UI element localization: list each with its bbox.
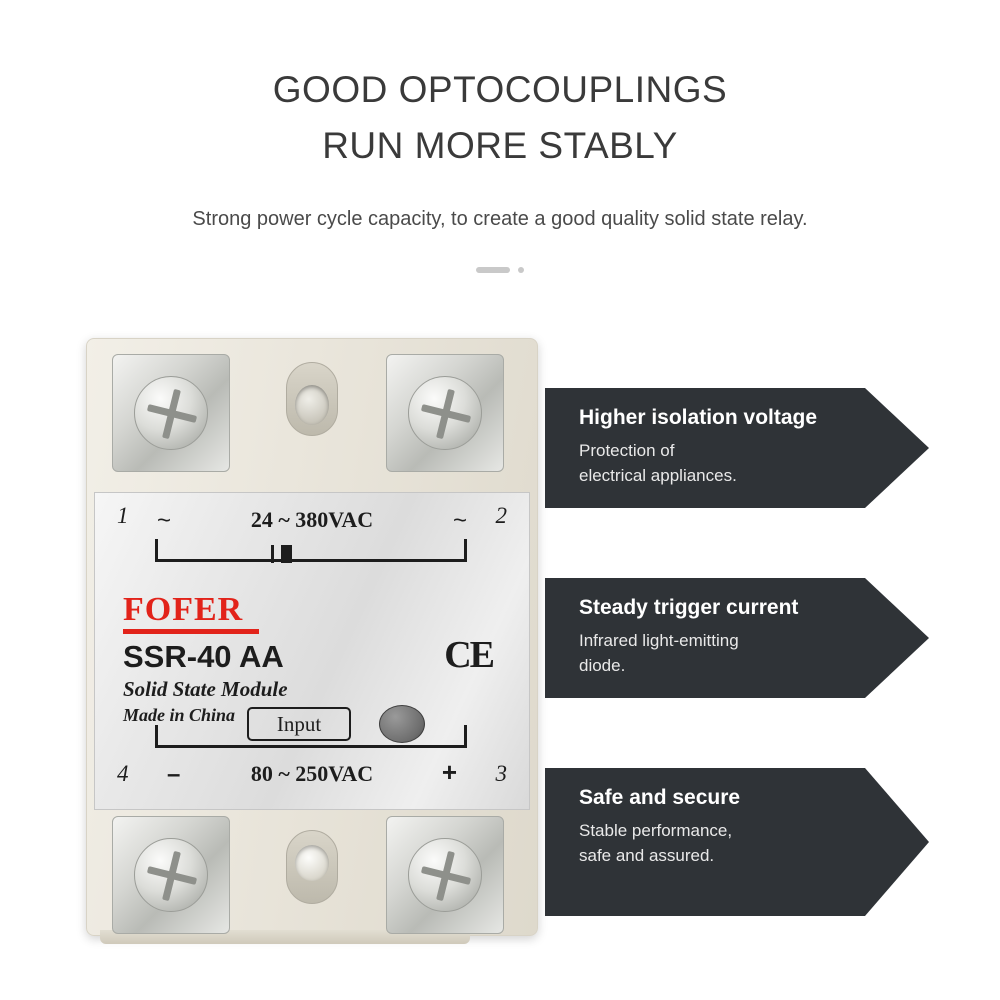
- brand-logo-text: FOFER: [123, 591, 244, 628]
- carousel-dot-2[interactable]: [518, 267, 524, 273]
- feature-line-2: diode.: [579, 656, 626, 675]
- mounting-hole: [295, 845, 329, 881]
- headline-line-1: GOOD OPTOCOUPLINGS: [272, 69, 728, 110]
- header: [0, 0, 1000, 273]
- terminal-number-3: 3: [495, 761, 507, 786]
- negative-symbol: –: [167, 761, 181, 788]
- input-circuit-wire: [155, 745, 467, 748]
- input-voltage-label: 80 ~ 250VAC: [250, 761, 374, 786]
- phillips-screw-icon: [134, 376, 208, 450]
- feature-line-2: safe and assured.: [579, 846, 715, 865]
- terminal-number-1: 1: [117, 503, 129, 528]
- feature-line-2: electrical appliances.: [579, 466, 737, 485]
- phillips-screw-icon: [134, 838, 208, 912]
- feature-title: Steady trigger current: [579, 596, 799, 619]
- model-number: SSR-40 AA: [123, 639, 284, 674]
- terminal-number-2: 2: [495, 503, 507, 528]
- led-indicator-icon: [379, 705, 425, 743]
- bottom-mounting-slot: [286, 830, 338, 904]
- feature-callout-3: [545, 768, 865, 916]
- callout-arrow-icon: [865, 578, 929, 698]
- input-wire-right: [464, 725, 467, 748]
- feature-title: Safe and secure: [579, 786, 741, 809]
- brand-underline: [123, 629, 259, 634]
- bottom-terminal-row: [86, 800, 538, 950]
- ac-symbol-left-icon: ~: [157, 507, 172, 534]
- feature-line-1: Protection of: [579, 441, 675, 460]
- carousel-dots[interactable]: [0, 267, 1000, 273]
- positive-symbol: +: [441, 757, 457, 787]
- feature-callout-1: [545, 388, 865, 508]
- carousel-dot-active[interactable]: [476, 267, 510, 273]
- subheadline: Strong power cycle capacity, to create a good quality solid state relay.: [192, 208, 808, 230]
- module-type-label: Solid State Module: [123, 677, 288, 701]
- feature-line-1: Stable performance,: [579, 821, 733, 840]
- input-wire-left: [155, 725, 158, 748]
- ac-symbol-right-icon: ~: [452, 507, 467, 534]
- mounting-hole: [295, 385, 329, 425]
- relay-product-image: [78, 330, 548, 955]
- feature-line-1: Infrared light-emitting: [579, 631, 739, 650]
- phillips-screw-icon: [408, 376, 482, 450]
- relay-label-plate: [94, 492, 530, 810]
- capacitor-plate-left-icon: [271, 545, 274, 563]
- top-terminal-row: [86, 338, 538, 488]
- callout-arrow-icon: [865, 388, 929, 508]
- terminal-screw-block-2: [386, 354, 504, 472]
- output-wire-left: [155, 539, 158, 561]
- capacitor-plate-right-icon: [281, 545, 292, 563]
- terminal-screw-block-4: [112, 816, 230, 934]
- phillips-screw-icon: [408, 838, 482, 912]
- terminal-number-4: 4: [117, 761, 129, 786]
- input-box-label: Input: [247, 707, 351, 741]
- terminal-screw-block-1: [112, 354, 230, 472]
- origin-label: Made in China: [123, 705, 236, 725]
- top-mounting-slot: [286, 362, 338, 436]
- callout-arrow-icon: [865, 768, 929, 916]
- feature-title: Higher isolation voltage: [579, 406, 818, 429]
- ce-mark-icon: CE: [444, 634, 493, 676]
- output-voltage-label: 24 ~ 380VAC: [250, 507, 374, 532]
- headline-line-2: RUN MORE STABLY: [322, 125, 678, 166]
- output-circuit-wire: [155, 559, 467, 562]
- terminal-screw-block-3: [386, 816, 504, 934]
- output-wire-right: [464, 539, 467, 561]
- feature-callout-2: [545, 578, 865, 698]
